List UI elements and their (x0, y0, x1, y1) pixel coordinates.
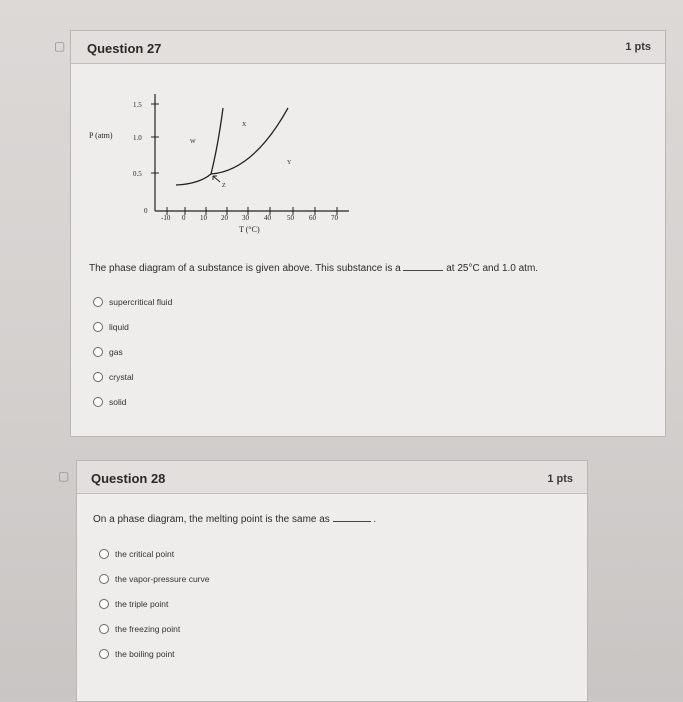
option-freezing-point[interactable] (99, 616, 210, 641)
x-tick-label: 50 (287, 214, 294, 222)
question-28-header (77, 461, 587, 494)
x-tick-label: 0 (182, 214, 186, 222)
radio-button[interactable] (99, 599, 109, 609)
option-triple-point[interactable] (99, 591, 210, 616)
question-27-card (70, 30, 666, 437)
question-28-title: Question 28 (91, 471, 166, 486)
y-tick-label: 1.5 (133, 101, 142, 109)
x-tick-label: 20 (221, 214, 228, 222)
flag-icon[interactable]: ▢ (58, 469, 70, 483)
question-28-text-after: . (373, 514, 377, 525)
option-label: liquid (109, 321, 129, 332)
phase-diagram-figure (81, 86, 381, 246)
question-27-text-before: The phase diagram of a substance is given above. This substance is a (89, 263, 401, 274)
option-label: solid (109, 396, 127, 407)
option-label: gas (109, 346, 123, 357)
option-label: the triple point (115, 598, 169, 609)
option-solid[interactable] (93, 389, 172, 414)
radio-button[interactable] (99, 549, 109, 559)
radio-button[interactable] (93, 347, 103, 357)
radio-button[interactable] (99, 624, 109, 634)
region-label-y: Y (287, 160, 292, 166)
x-tick-label: 70 (331, 214, 338, 222)
question-27-text (89, 263, 538, 274)
x-tick-label: 30 (242, 214, 249, 222)
question-28-options (99, 541, 210, 666)
option-critical-point[interactable] (99, 541, 210, 566)
triple-point-arrow (213, 176, 220, 182)
option-liquid[interactable] (93, 314, 172, 339)
question-27-header (71, 31, 665, 64)
question-28-points: 1 pts (547, 473, 573, 485)
option-label: supercritical fluid (109, 296, 173, 307)
question-27-points: 1 pts (625, 41, 651, 53)
option-label: crystal (109, 371, 134, 382)
sublimation-curve (176, 174, 211, 185)
option-vapor-pressure-curve[interactable] (99, 566, 210, 591)
radio-button[interactable] (93, 397, 103, 407)
question-27-title: Question 27 (87, 41, 162, 56)
x-tick-label: -10 (161, 214, 171, 222)
x-tick-label: 40 (264, 214, 271, 222)
flag-icon[interactable]: ▢ (54, 39, 66, 53)
answer-blank (333, 521, 371, 522)
answer-blank (403, 270, 443, 271)
y-axis-label: P (atm) (89, 131, 113, 140)
question-28-card (76, 460, 588, 702)
x-tick-label: 10 (200, 214, 207, 222)
radio-button[interactable] (93, 372, 103, 382)
region-label-w: W (190, 139, 196, 145)
radio-button[interactable] (99, 574, 109, 584)
fusion-curve (211, 108, 223, 174)
option-label: the boiling point (115, 648, 175, 659)
option-boiling-point[interactable] (99, 641, 210, 666)
radio-button[interactable] (93, 322, 103, 332)
question-28-text-before: On a phase diagram, the melting point is the same as (93, 514, 330, 525)
y-tick-label: 0.5 (133, 170, 142, 178)
option-supercritical-fluid[interactable] (93, 289, 172, 314)
question-27-text-after: at 25°C and 1.0 atm. (446, 263, 539, 274)
region-label-x: X (242, 122, 247, 128)
option-crystal[interactable] (93, 364, 172, 389)
y-tick-label: 0 (144, 207, 148, 215)
option-label: the vapor-pressure curve (115, 573, 210, 584)
option-gas[interactable] (93, 339, 172, 364)
region-label-z: Z (222, 183, 226, 189)
y-tick-label: 1.0 (133, 134, 142, 142)
x-tick-label: 60 (309, 214, 316, 222)
question-27-options (93, 289, 172, 414)
question-28-text (93, 514, 376, 525)
radio-button[interactable] (99, 649, 109, 659)
radio-button[interactable] (93, 297, 103, 307)
vaporization-curve (211, 108, 288, 174)
option-label: the critical point (115, 548, 175, 559)
option-label: the freezing point (115, 623, 181, 634)
x-axis-label: T (°C) (239, 225, 260, 234)
